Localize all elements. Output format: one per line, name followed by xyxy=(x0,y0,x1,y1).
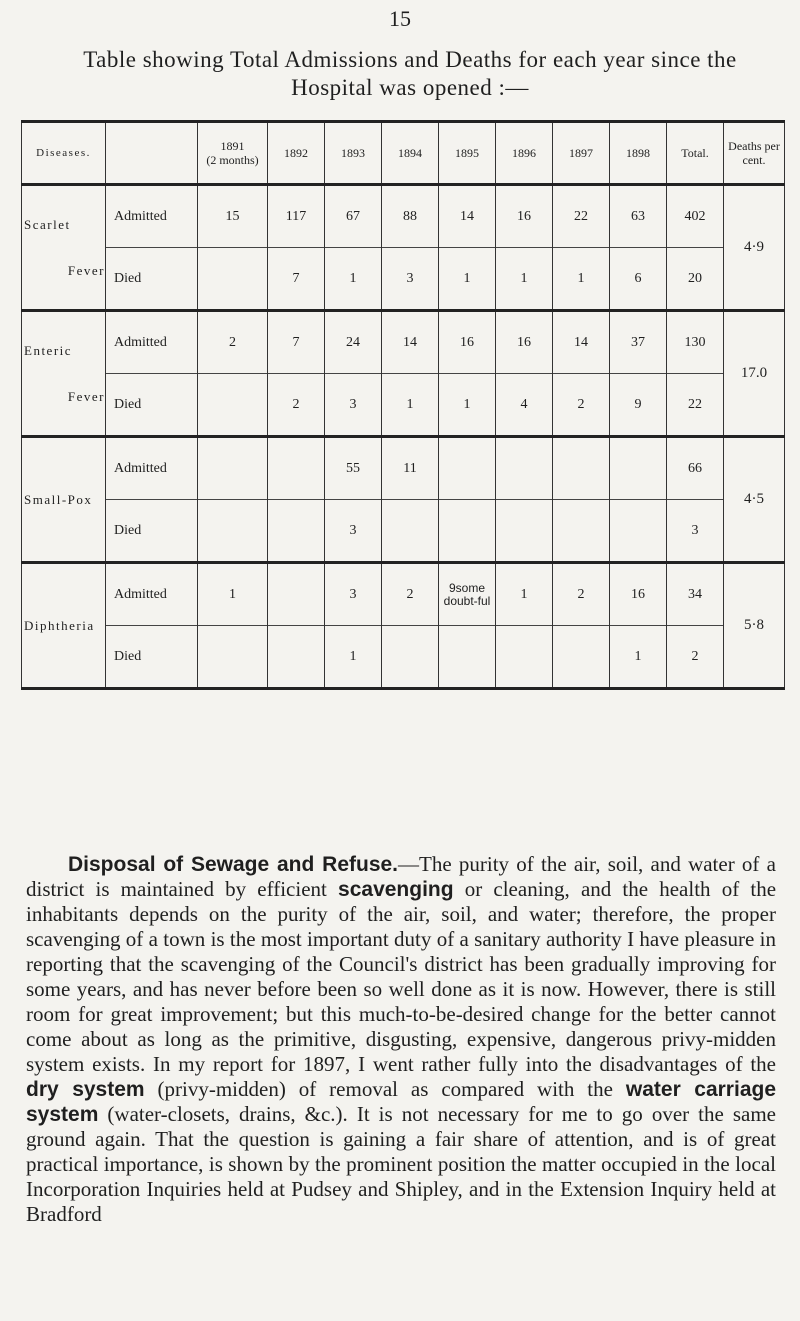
table-cell: 1 xyxy=(610,626,667,689)
total-cell: 402 xyxy=(667,185,724,248)
header-1895: 1895 xyxy=(439,122,496,185)
table-cell xyxy=(553,626,610,689)
deaths-per-cent-cell: 4·9 xyxy=(724,185,785,311)
table-cell xyxy=(198,374,268,437)
table-cell xyxy=(268,437,325,500)
disease-name-line1: Enteric xyxy=(24,342,73,358)
disease-name xyxy=(22,563,106,689)
table-cell: 16 xyxy=(496,185,553,248)
table-cell: 1 xyxy=(325,626,382,689)
table-cell: 7 xyxy=(268,248,325,311)
row-label: Died xyxy=(106,248,198,311)
table-cell xyxy=(268,563,325,626)
table-cell xyxy=(382,626,439,689)
table-cell: 1 xyxy=(496,248,553,311)
header-1891-year: 1891 xyxy=(220,139,245,153)
total-cell: 3 xyxy=(667,500,724,563)
row-label: Died xyxy=(106,374,198,437)
table-cell xyxy=(198,248,268,311)
table-cell xyxy=(198,626,268,689)
table-cell xyxy=(198,500,268,563)
header-1898: 1898 xyxy=(610,122,667,185)
table-cell: 2 xyxy=(268,374,325,437)
table-row-died xyxy=(22,626,785,689)
table-cell xyxy=(268,500,325,563)
header-1892: 1892 xyxy=(268,122,325,185)
header-1893: 1893 xyxy=(325,122,382,185)
table-cell: 24 xyxy=(325,311,382,374)
total-cell: 2 xyxy=(667,626,724,689)
header-blank xyxy=(106,122,198,185)
table-cell xyxy=(496,500,553,563)
table-cell: 1 xyxy=(553,248,610,311)
table-row-admitted xyxy=(22,311,785,374)
table-cell xyxy=(610,437,667,500)
table-cell: 9some doubt-ful xyxy=(439,563,496,626)
row-label: Died xyxy=(106,626,198,689)
total-cell: 20 xyxy=(667,248,724,311)
term-water-carriage-system: water carriage system xyxy=(26,1078,777,1126)
table-cell xyxy=(496,626,553,689)
header-deaths-per-cent: Deaths per cent. xyxy=(724,122,785,185)
table-cell: 3 xyxy=(325,563,382,626)
table-cell xyxy=(553,500,610,563)
table-cell: 63 xyxy=(610,185,667,248)
disease-name-line1: Small-Pox xyxy=(24,491,93,507)
table-row-died xyxy=(22,500,785,563)
table-cell: 16 xyxy=(496,311,553,374)
table-cell: 15 xyxy=(198,185,268,248)
table-cell: 3 xyxy=(382,248,439,311)
total-cell: 22 xyxy=(667,374,724,437)
disease-name xyxy=(22,437,106,563)
table-cell: 2 xyxy=(198,311,268,374)
text-part-1: —The purity of the air, soil, and water of a district is maintained by efficient xyxy=(26,852,776,901)
table-cell xyxy=(198,437,268,500)
table-cell: 3 xyxy=(325,500,382,563)
table-cell: 2 xyxy=(553,563,610,626)
table-cell: 1 xyxy=(382,374,439,437)
deaths-per-cent-cell: 5·8 xyxy=(724,563,785,689)
text-part-4: (water-closets, drains, &c.). It is not necessary for me to go over the same ground again. That the question is gaining a fair share of attention, and is of great practical importance, is shown by the prominent position the matter occupied in the local Incorporation Inquiries held at Pudsey and Shipley, and in the Extension Inquiry held at Bradford xyxy=(26,1102,776,1226)
table-caption: Table showing Total Admissions and Deaths for each year since the Hospital was opened :— xyxy=(83,47,737,100)
table-cell: 1 xyxy=(325,248,382,311)
table-cell: 2 xyxy=(382,563,439,626)
row-label: Died xyxy=(106,500,198,563)
table-cell xyxy=(610,500,667,563)
table-cell: 14 xyxy=(553,311,610,374)
table-cell: 1 xyxy=(439,374,496,437)
term-scavenging: scavenging xyxy=(338,878,454,901)
table-row-admitted xyxy=(22,437,785,500)
body-text xyxy=(26,852,776,1227)
table-row-died xyxy=(22,248,785,311)
header-diseases: Diseases. xyxy=(22,122,106,185)
table-cell xyxy=(439,500,496,563)
header-1896: 1896 xyxy=(496,122,553,185)
admissions-deaths-table xyxy=(21,120,785,690)
table-cell xyxy=(439,437,496,500)
disease-name xyxy=(22,185,106,311)
disease-name-line1: Scarlet xyxy=(24,216,71,232)
table-cell xyxy=(439,626,496,689)
disease-name xyxy=(22,311,106,437)
table-cell xyxy=(496,437,553,500)
page-number: 15 xyxy=(389,6,411,31)
table-cell: 1 xyxy=(198,563,268,626)
table-row-admitted xyxy=(22,185,785,248)
table-cell: 37 xyxy=(610,311,667,374)
deaths-per-cent-cell: 4·5 xyxy=(724,437,785,563)
total-cell: 66 xyxy=(667,437,724,500)
row-label: Admitted xyxy=(106,437,198,500)
row-label: Admitted xyxy=(106,563,198,626)
table-cell: 14 xyxy=(439,185,496,248)
header-1891 xyxy=(198,122,268,185)
table-cell xyxy=(268,626,325,689)
table-cell: 1 xyxy=(439,248,496,311)
total-cell: 34 xyxy=(667,563,724,626)
table-cell: 16 xyxy=(439,311,496,374)
table-cell xyxy=(382,500,439,563)
disease-name-line2: Fever xyxy=(67,388,105,404)
table-cell: 67 xyxy=(325,185,382,248)
table-cell: 11 xyxy=(382,437,439,500)
disease-name-line1: Diphtheria xyxy=(24,617,95,633)
table-cell: 3 xyxy=(325,374,382,437)
table-cell xyxy=(553,437,610,500)
table-cell: 2 xyxy=(553,374,610,437)
table-cell: 1 xyxy=(496,563,553,626)
table-header-row xyxy=(22,122,785,185)
table-cell: 7 xyxy=(268,311,325,374)
header-1894: 1894 xyxy=(382,122,439,185)
table-cell: 22 xyxy=(553,185,610,248)
table-row-admitted xyxy=(22,563,785,626)
row-label: Admitted xyxy=(106,311,198,374)
header-1891-note: (2 months) xyxy=(206,153,259,167)
table-cell: 117 xyxy=(268,185,325,248)
table-cell: 88 xyxy=(382,185,439,248)
table-cell: 55 xyxy=(325,437,382,500)
header-total: Total. xyxy=(667,122,724,185)
term-dry-system: dry system xyxy=(26,1078,145,1101)
section-heading: Disposal of Sewage and Refuse. xyxy=(68,853,399,876)
disease-name-line2: Fever xyxy=(67,262,105,278)
table-cell: 6 xyxy=(610,248,667,311)
sewage-paragraph xyxy=(26,852,776,1227)
text-part-2: or cleaning, and the health of the inhabitants depends on the purity of the air, soil, and water; therefore, the proper scavenging of a town is the most important duty of a sanitary authority I have pleasure in reporting that the scavenging of the Council's district has been gradually improving for some years, and has never before been so well done as it is now. However, there is still room for great improvement; but this much-to-be-desired change for the better cannot come about as long as the primitive, disgusting, expensive, dangerous privy-midden system exists. In my report for 1897, I went rather fully into the disadvantages of the xyxy=(26,877,777,1076)
table-row-died xyxy=(22,374,785,437)
total-cell: 130 xyxy=(667,311,724,374)
row-label: Admitted xyxy=(106,185,198,248)
table-cell: 9 xyxy=(610,374,667,437)
table-cell: 14 xyxy=(382,311,439,374)
deaths-per-cent-cell: 17.0 xyxy=(724,311,785,437)
table-cell: 4 xyxy=(496,374,553,437)
header-1897: 1897 xyxy=(553,122,610,185)
table-cell: 16 xyxy=(610,563,667,626)
text-part-3: (privy-midden) of removal as compared with the xyxy=(157,1077,613,1101)
